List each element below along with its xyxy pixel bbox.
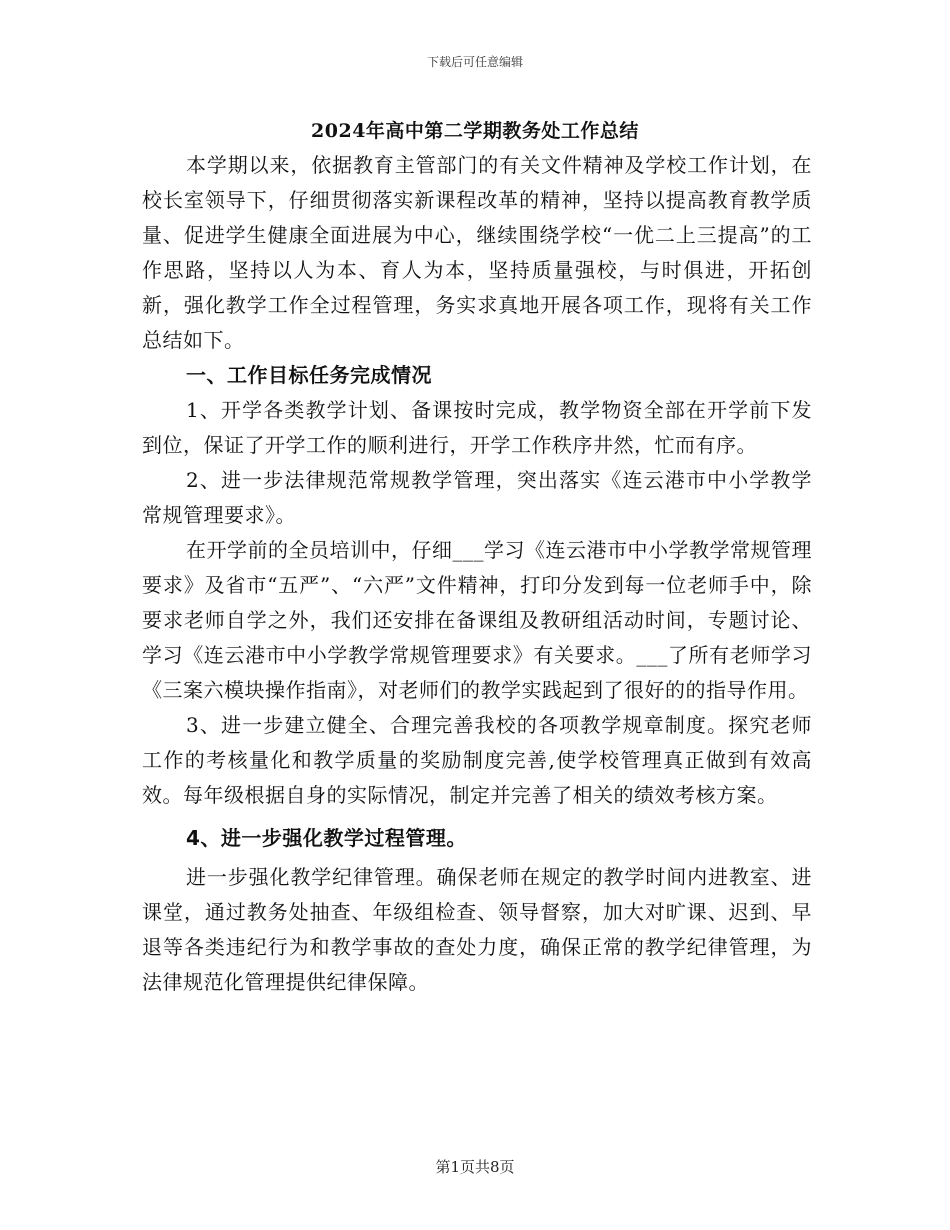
document-body — [142, 148, 812, 1000]
discipline-paragraph: 进一步强化教学纪律管理。确保老师在规定的教学时间内进教室、进课堂，通过教务处抽查、年级组检查、领导督察，加大对旷课、迟到、早退等各类违纪行为和教学事故的查处力度，确保正常的教学纪律管理，为法律规范化管理提供纪律保障。 — [142, 865, 812, 994]
item-3-paragraph: 3、进一步建立健全、合理完善我校的各项教学规章制度。探究老师工作的考核量化和教学质量的奖励制度完善,使学校管理真正做到有效高效。每年级根据自身的实际情况，制定并完善了相关的绩效考核方案。 — [142, 713, 812, 807]
header-note: 下载后可任意编辑 — [426, 55, 523, 69]
item-2-paragraph: 2、进一步法律规范常规教学管理，突出落实《连云港市中小学教学常规管理要求》。 — [142, 468, 812, 527]
section-heading-4: 4、进一步强化教学过程管理。 — [186, 826, 467, 850]
intro-paragraph: 本学期以来，依据教育主管部门的有关文件精神及学校工作计划，在校长室领导下，仔细贯彻落实新课程改革的精神，坚持以提高教育教学质量、促进学生健康全面进展为中心，继续围绕学校“一优二上三提高”的工作思路，坚持以人为本、育人为本，坚持质量强校，与时俱进，开拓创新，强化教学工作全过程管理，务实求真地开展各项工作，现将有关工作总结如下。 — [142, 153, 812, 352]
item-1-paragraph: 1、开学各类教学计划、备课按时完成，教学物资全部在开学前下发到位，保证了开学工作的顺利进行，开学工作秩序井然，忙而有序。 — [142, 398, 812, 457]
section-heading-1: 一、工作目标任务完成情况 — [186, 363, 432, 387]
page-number: 第1页共8页 — [435, 1158, 515, 1176]
document-title: 2024年高中第二学期教务处工作总结 — [311, 120, 639, 142]
training-paragraph: 在开学前的全员培训中，仔细___学习《连云港市中小学教学常规管理要求》及省市“五严”、“六严”文件精神，打印分发到每一位老师手中，除要求老师自学之外，我们还安排在备课组及教研组活动时间，专题讨论、学习《连云港市中小学教学常规管理要求》有关要求。___了所有老师学习《三案六模块操作指南》，对老师们的教学实践起到了很好的的指导作用。 — [142, 538, 812, 702]
